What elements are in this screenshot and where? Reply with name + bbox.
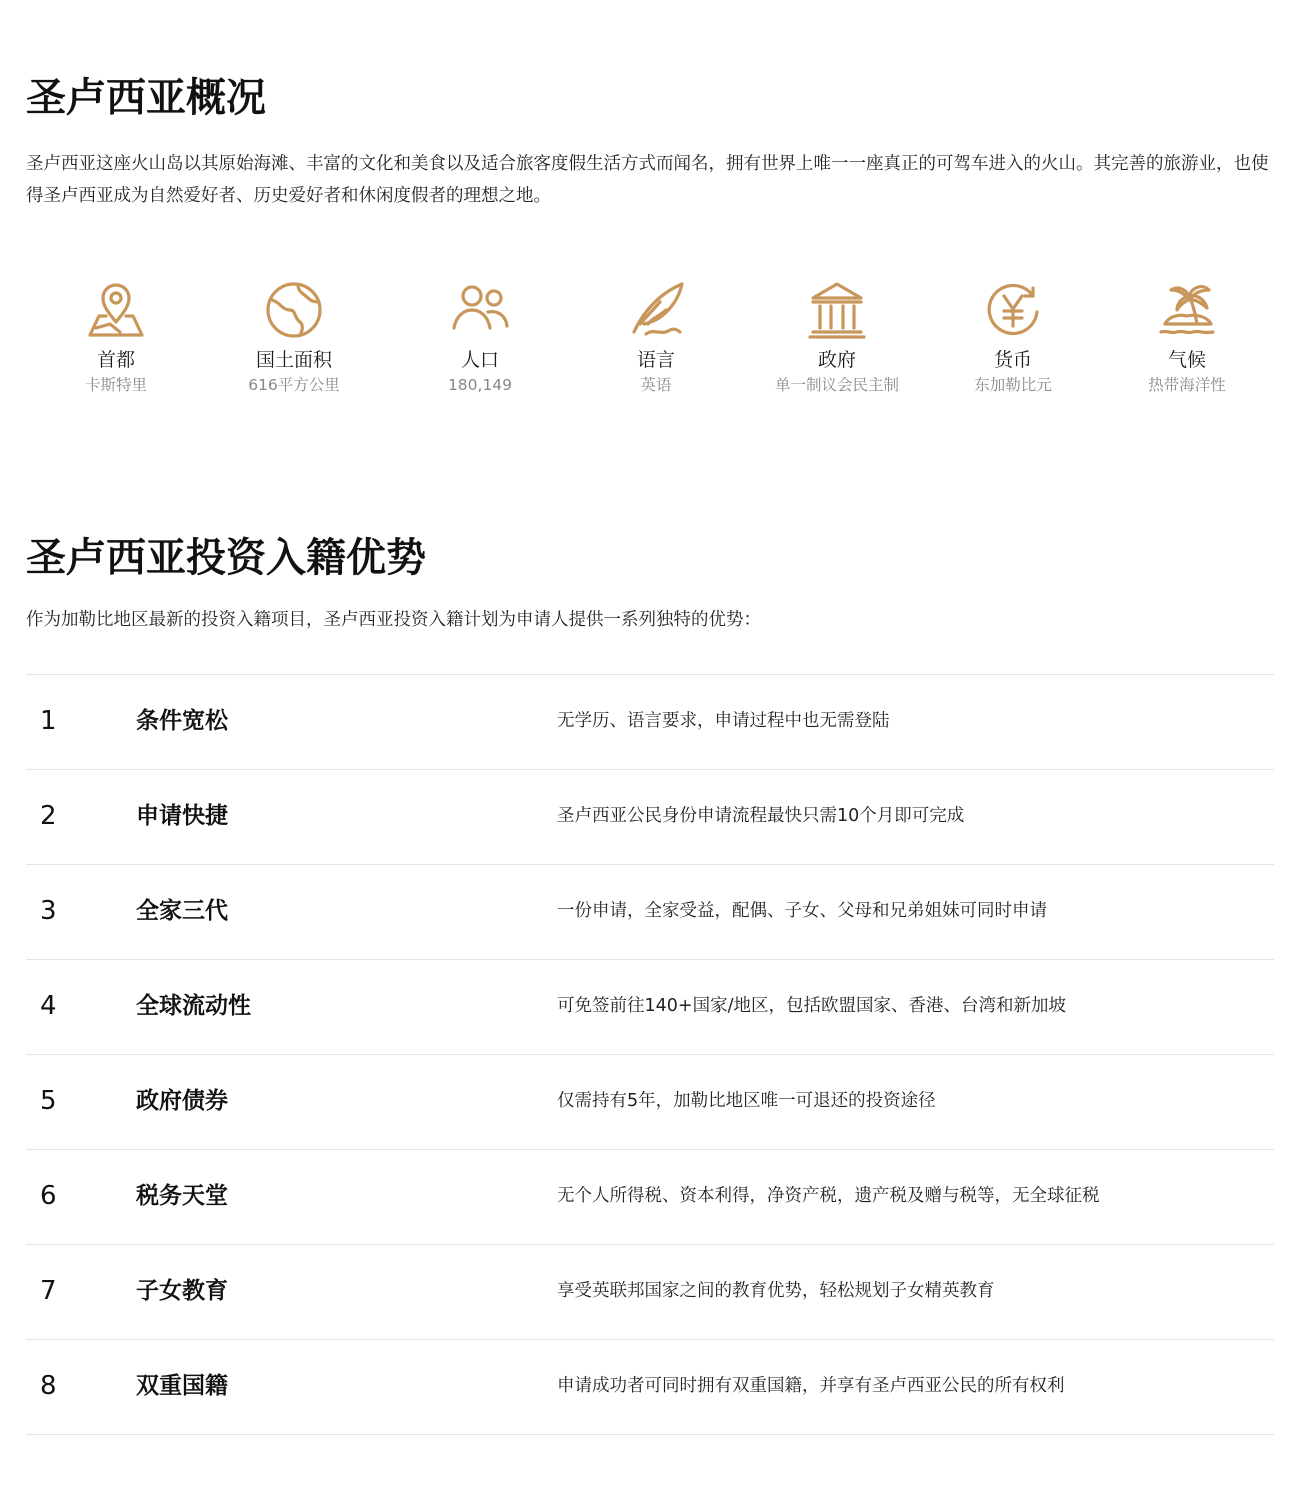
table-row bbox=[26, 770, 1274, 865]
row-title: 申请快捷 bbox=[136, 803, 228, 829]
advantages-table bbox=[26, 674, 1274, 1435]
row-title: 子女教育 bbox=[136, 1278, 228, 1304]
row-number: 1 bbox=[40, 706, 57, 736]
fact-label: 气候 bbox=[1167, 349, 1206, 371]
fact-value: 英语 bbox=[640, 376, 672, 394]
row-description: 无学历、语言要求，申请过程中也无需登陆 bbox=[557, 711, 890, 731]
table-row bbox=[26, 1340, 1274, 1435]
yuan-coin-icon bbox=[983, 280, 1043, 340]
row-title: 政府债券 bbox=[136, 1088, 228, 1114]
advantages-title: 圣卢西亚投资入籍优势 bbox=[26, 535, 426, 581]
row-title: 双重国籍 bbox=[136, 1373, 228, 1399]
row-description: 仅需持有5年，加勒比地区唯一可退还的投资途径 bbox=[557, 1091, 936, 1111]
fact-label: 人口 bbox=[460, 349, 499, 371]
fact-value: 单一制议会民主制 bbox=[774, 376, 899, 394]
row-title: 条件宽松 bbox=[136, 708, 228, 734]
fact-value: 热带海洋性 bbox=[1148, 376, 1226, 394]
fact-label: 语言 bbox=[636, 349, 675, 371]
row-title: 全家三代 bbox=[136, 898, 228, 924]
table-row bbox=[26, 1055, 1274, 1150]
row-number: 4 bbox=[40, 991, 57, 1021]
fact-capital bbox=[26, 280, 206, 396]
fact-value: 180,149 bbox=[447, 376, 513, 394]
table-row bbox=[26, 865, 1274, 960]
fact-climate bbox=[1097, 280, 1277, 396]
fact-area bbox=[204, 280, 384, 396]
row-description: 申请成功者可同时拥有双重国籍，并享有圣卢西亚公民的所有权利 bbox=[557, 1376, 1065, 1396]
people-icon bbox=[450, 280, 510, 340]
feather-quill-icon bbox=[626, 280, 686, 340]
fact-government bbox=[747, 280, 927, 396]
fact-value: 616平方公里 bbox=[248, 376, 340, 394]
row-description: 享受英联邦国家之间的教育优势，轻松规划子女精英教育 bbox=[557, 1281, 995, 1301]
row-title: 税务天堂 bbox=[136, 1183, 228, 1209]
fact-label: 国土面积 bbox=[255, 349, 332, 371]
fact-language bbox=[566, 280, 746, 396]
table-row bbox=[26, 1245, 1274, 1340]
overview-paragraph: 圣卢西亚这座火山岛以其原始海滩、丰富的文化和美食以及适合旅客度假生活方式而闻名，拥有世界上唯一一座真正的可驾车进入的火山。其完善的旅游业，也使得圣卢西亚成为自然爱好者、历史爱好者和休闲度假者的理想之地。 bbox=[26, 154, 1269, 206]
globe-icon bbox=[264, 280, 324, 340]
fact-value: 卡斯特里 bbox=[84, 376, 147, 394]
fact-label: 首都 bbox=[96, 349, 135, 371]
government-building-icon bbox=[807, 280, 867, 340]
row-title: 全球流动性 bbox=[136, 993, 251, 1019]
table-row bbox=[26, 960, 1274, 1055]
overview-title: 圣卢西亚概况 bbox=[26, 75, 266, 121]
facts-strip bbox=[26, 280, 1274, 410]
row-number: 5 bbox=[40, 1086, 57, 1116]
row-number: 8 bbox=[40, 1371, 57, 1401]
row-number: 6 bbox=[40, 1181, 57, 1211]
table-row bbox=[26, 1150, 1274, 1245]
row-description: 无个人所得税、资本利得，净资产税，遗产税及赠与税等，无全球征税 bbox=[557, 1186, 1100, 1206]
fact-label: 政府 bbox=[817, 349, 856, 371]
table-row bbox=[26, 675, 1274, 770]
fact-population bbox=[390, 280, 570, 396]
fact-label: 货币 bbox=[993, 349, 1032, 371]
row-description: 圣卢西亚公民身份申请流程最快只需10个月即可完成 bbox=[557, 806, 965, 826]
map-pin-icon bbox=[86, 280, 146, 340]
row-description: 可免签前往140+国家/地区，包括欧盟国家、香港、台湾和新加坡 bbox=[557, 996, 1066, 1016]
fact-value: 东加勒比元 bbox=[974, 376, 1052, 394]
row-description: 一份申请，全家受益，配偶、子女、父母和兄弟姐妹可同时申请 bbox=[557, 901, 1047, 921]
advantages-intro: 作为加勒比地区最新的投资入籍项目，圣卢西亚投资入籍计划为申请人提供一系列独特的优势： bbox=[26, 610, 761, 630]
row-number: 7 bbox=[40, 1276, 57, 1306]
row-number: 3 bbox=[40, 896, 57, 926]
palm-island-icon bbox=[1157, 280, 1217, 340]
fact-currency bbox=[923, 280, 1103, 396]
row-number: 2 bbox=[40, 801, 57, 831]
